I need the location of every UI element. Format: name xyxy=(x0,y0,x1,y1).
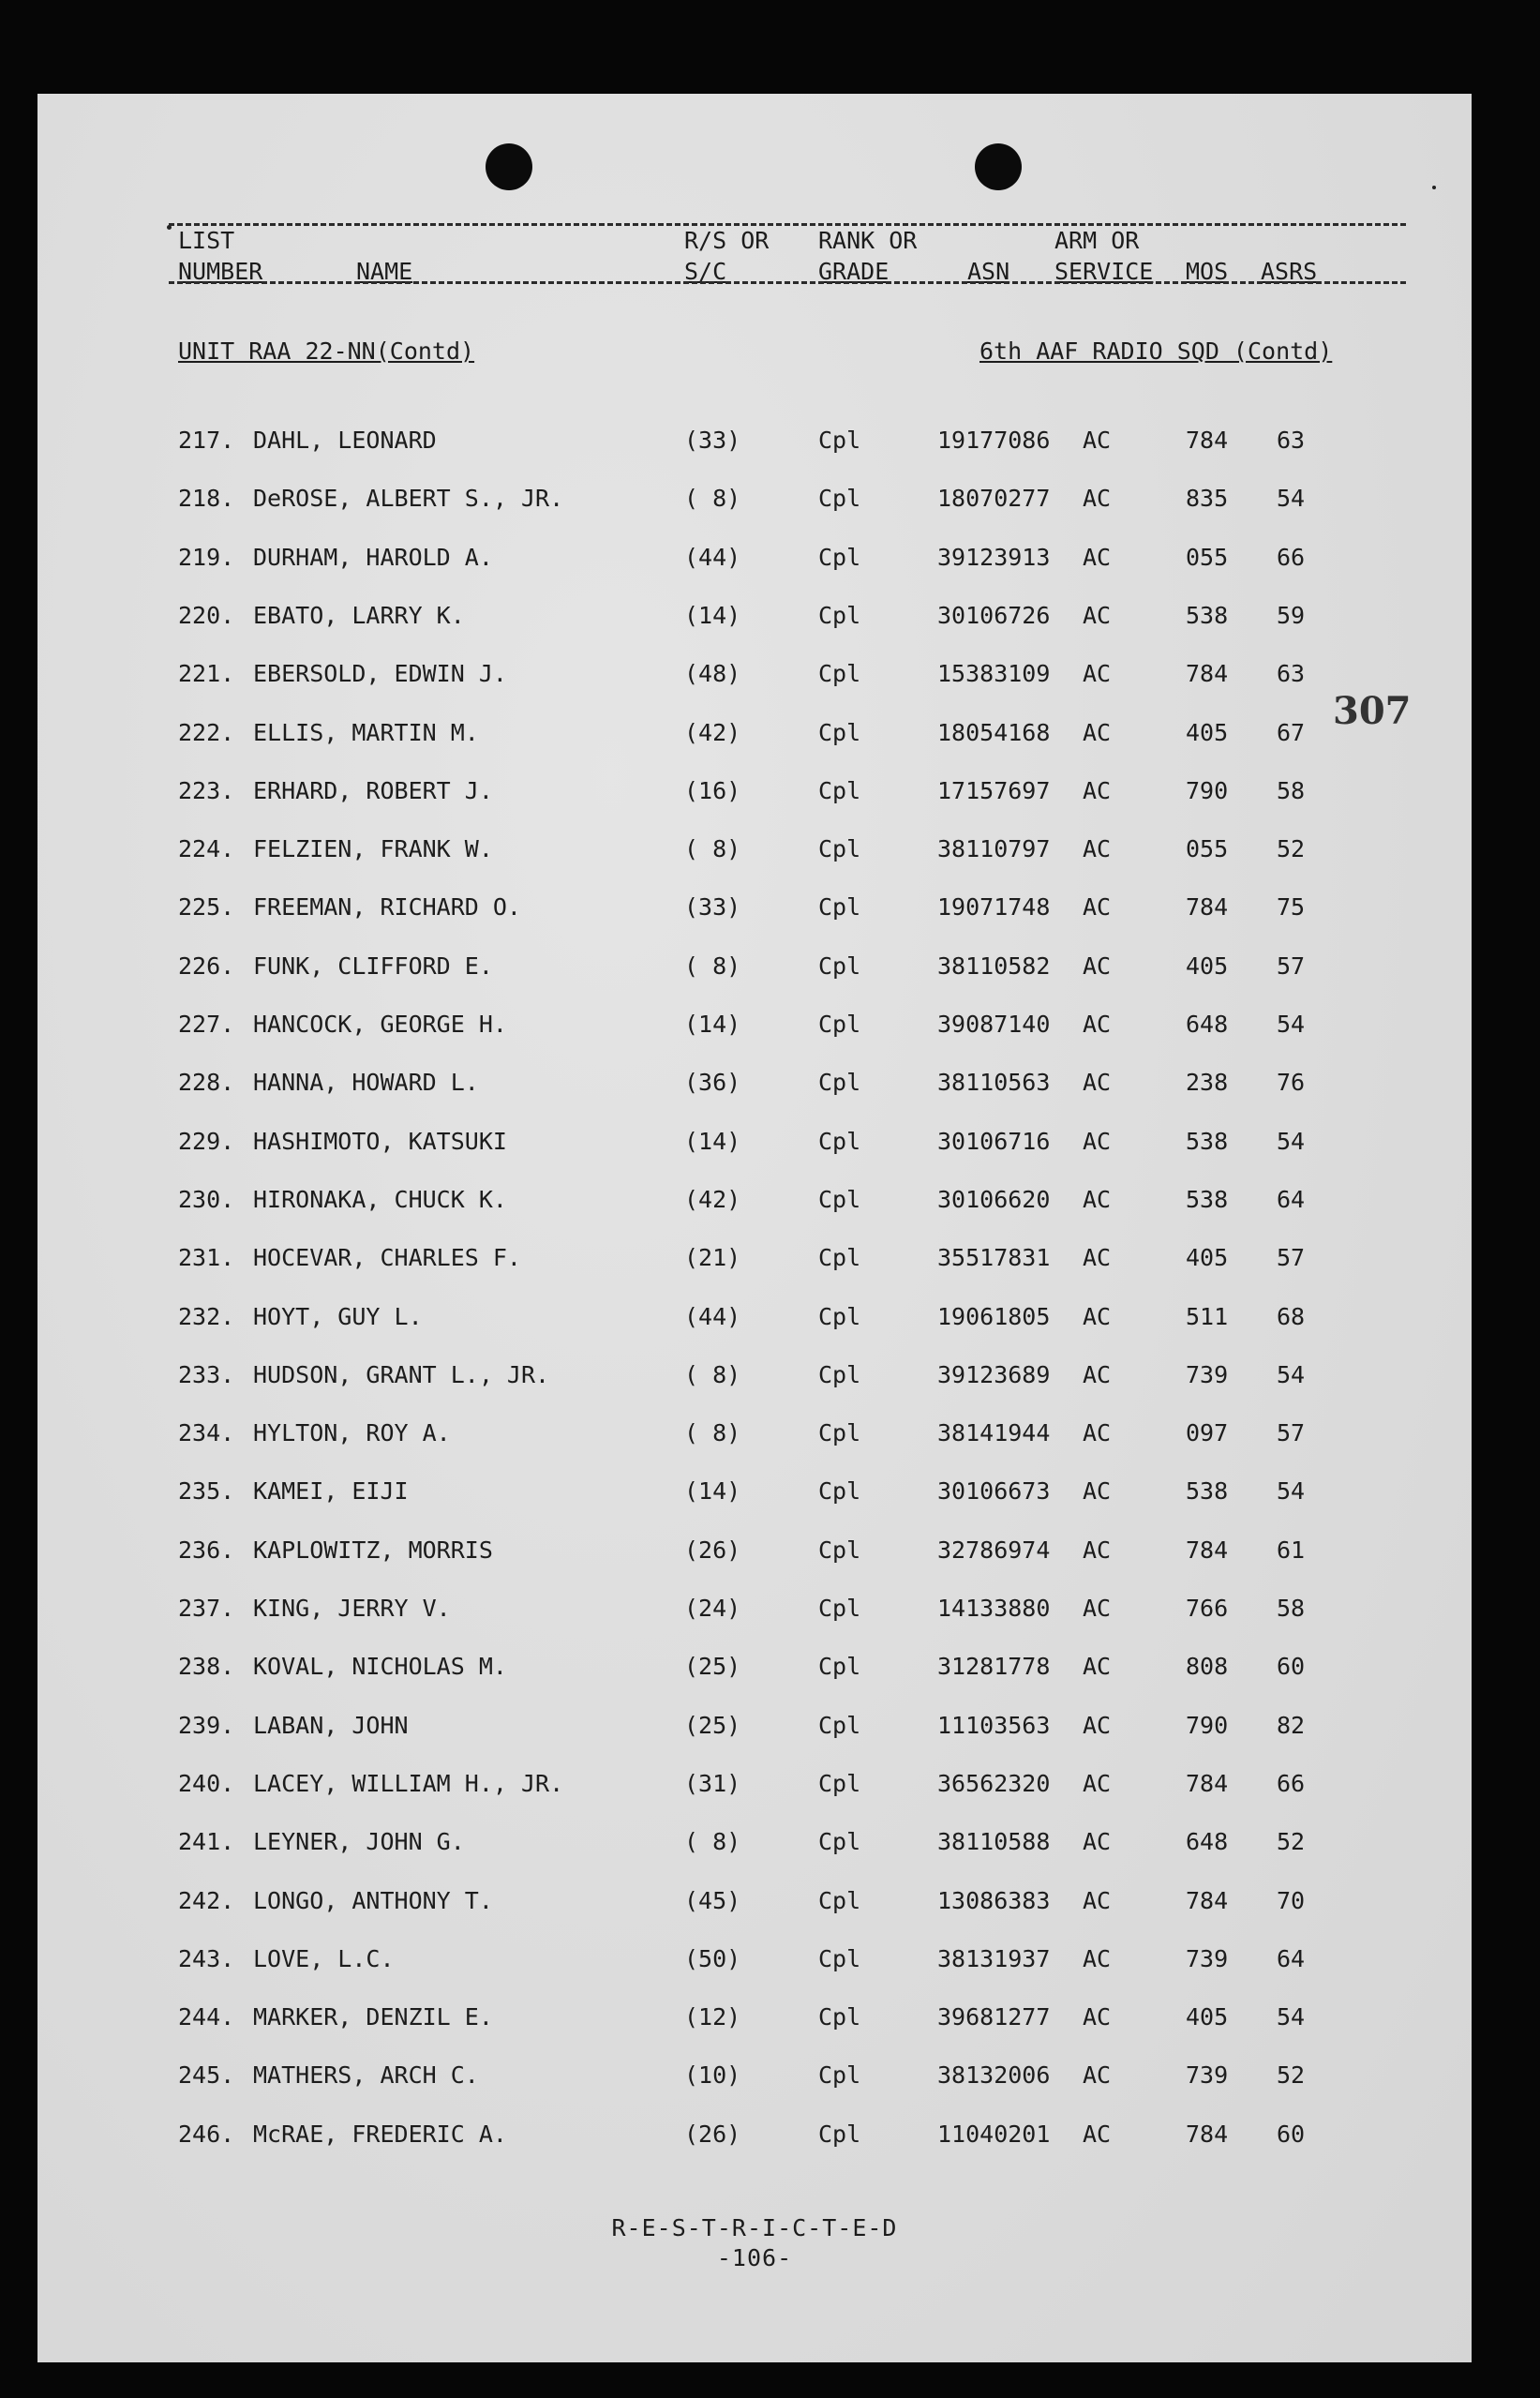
rs-sc: (33) xyxy=(684,427,741,454)
asrs: 75 xyxy=(1277,893,1306,921)
rank-grade: Cpl xyxy=(818,427,861,454)
arm-service: AC xyxy=(1083,1303,1112,1330)
rs-sc: ( 8) xyxy=(684,1419,741,1446)
mos: 055 xyxy=(1186,835,1229,862)
header-rank-or: RANK OR xyxy=(818,227,918,254)
asn: 11103563 xyxy=(937,1712,1051,1739)
rs-sc: (48) xyxy=(684,660,741,687)
mos: 538 xyxy=(1186,1128,1229,1155)
table-row xyxy=(37,602,1472,639)
header-list: LIST xyxy=(178,227,235,254)
rs-sc: (12) xyxy=(684,2003,741,2031)
asn: 17157697 xyxy=(937,777,1051,804)
asn: 19177086 xyxy=(937,427,1051,454)
mos: 405 xyxy=(1186,952,1229,980)
table-row xyxy=(37,1186,1472,1223)
asn: 13086383 xyxy=(937,1887,1051,1914)
rs-sc: ( 8) xyxy=(684,1361,741,1388)
arm-service: AC xyxy=(1083,835,1112,862)
table-row xyxy=(37,1828,1472,1866)
mos: 648 xyxy=(1186,1011,1229,1038)
arm-service: AC xyxy=(1083,1887,1112,1914)
member-name: EBERSOLD, EDWIN J. xyxy=(253,660,507,687)
header-rule-top xyxy=(169,223,1406,226)
mos: 097 xyxy=(1186,1419,1229,1446)
asrs: 54 xyxy=(1277,1011,1306,1038)
asrs: 63 xyxy=(1277,660,1306,687)
rs-sc: (21) xyxy=(684,1244,741,1271)
table-row xyxy=(37,719,1472,757)
punch-hole xyxy=(975,143,1022,190)
rank-grade: Cpl xyxy=(818,1595,861,1622)
document-page xyxy=(37,94,1472,2362)
member-name: HOYT, GUY L. xyxy=(253,1303,423,1330)
asrs: 67 xyxy=(1277,719,1306,746)
asn: 32786974 xyxy=(937,1536,1051,1564)
arm-service: AC xyxy=(1083,1477,1112,1505)
table-row xyxy=(37,835,1472,873)
rs-sc: (45) xyxy=(684,1887,741,1914)
member-name: KAPLOWITZ, MORRIS xyxy=(253,1536,493,1564)
list-number: 242. xyxy=(178,1887,235,1914)
mos: 808 xyxy=(1186,1653,1229,1680)
rank-grade: Cpl xyxy=(818,1011,861,1038)
table-row xyxy=(37,544,1472,581)
mos: 784 xyxy=(1186,1887,1229,1914)
asn: 35517831 xyxy=(937,1244,1051,1271)
asn: 38132006 xyxy=(937,2061,1051,2089)
mos: 739 xyxy=(1186,1361,1229,1388)
asn: 38110588 xyxy=(937,1828,1051,1855)
rank-grade: Cpl xyxy=(818,1419,861,1446)
asn: 38110797 xyxy=(937,835,1051,862)
list-number: 230. xyxy=(178,1186,235,1213)
arm-service: AC xyxy=(1083,1069,1112,1096)
member-name: HOCEVAR, CHARLES F. xyxy=(253,1244,521,1271)
member-name: FELZIEN, FRANK W. xyxy=(253,835,493,862)
rs-sc: (24) xyxy=(684,1595,741,1622)
arm-service: AC xyxy=(1083,427,1112,454)
page-stamp-number: 307 xyxy=(1333,689,1412,733)
asn: 36562320 xyxy=(937,1770,1051,1797)
asn: 31281778 xyxy=(937,1653,1051,1680)
member-name: FUNK, CLIFFORD E. xyxy=(253,952,493,980)
rank-grade: Cpl xyxy=(818,835,861,862)
mos: 766 xyxy=(1186,1595,1229,1622)
table-row xyxy=(37,1595,1472,1632)
rank-grade: Cpl xyxy=(818,1536,861,1564)
rank-grade: Cpl xyxy=(818,602,861,629)
list-number: 238. xyxy=(178,1653,235,1680)
arm-service: AC xyxy=(1083,777,1112,804)
table-row xyxy=(37,1477,1472,1515)
asrs: 60 xyxy=(1277,1653,1306,1680)
member-name: KOVAL, NICHOLAS M. xyxy=(253,1653,507,1680)
table-row xyxy=(37,777,1472,815)
arm-service: AC xyxy=(1083,485,1112,512)
asrs: 54 xyxy=(1277,485,1306,512)
asn: 39123689 xyxy=(937,1361,1051,1388)
rs-sc: (14) xyxy=(684,1477,741,1505)
member-name: EBATO, LARRY K. xyxy=(253,602,465,629)
list-number: 229. xyxy=(178,1128,235,1155)
arm-service: AC xyxy=(1083,1186,1112,1213)
table-row xyxy=(37,1945,1472,1983)
table-row xyxy=(37,952,1472,990)
mos: 784 xyxy=(1186,1536,1229,1564)
rs-sc: (31) xyxy=(684,1770,741,1797)
rank-grade: Cpl xyxy=(818,1069,861,1096)
rank-grade: Cpl xyxy=(818,2061,861,2089)
list-number: 219. xyxy=(178,544,235,571)
asrs: 59 xyxy=(1277,602,1306,629)
arm-service: AC xyxy=(1083,1653,1112,1680)
arm-service: AC xyxy=(1083,952,1112,980)
asn: 38110563 xyxy=(937,1069,1051,1096)
mos: 648 xyxy=(1186,1828,1229,1855)
asrs: 66 xyxy=(1277,544,1306,571)
rank-grade: Cpl xyxy=(818,544,861,571)
member-name: DAHL, LEONARD xyxy=(253,427,437,454)
asrs: 64 xyxy=(1277,1945,1306,1972)
rs-sc: (44) xyxy=(684,1303,741,1330)
arm-service: AC xyxy=(1083,1244,1112,1271)
asrs: 64 xyxy=(1277,1186,1306,1213)
speck xyxy=(1432,186,1436,189)
rank-grade: Cpl xyxy=(818,1186,861,1213)
rs-sc: ( 8) xyxy=(684,1828,741,1855)
rank-grade: Cpl xyxy=(818,893,861,921)
asrs: 52 xyxy=(1277,835,1306,862)
mos: 511 xyxy=(1186,1303,1229,1330)
list-number: 222. xyxy=(178,719,235,746)
rank-grade: Cpl xyxy=(818,1477,861,1505)
rs-sc: ( 8) xyxy=(684,952,741,980)
table-row xyxy=(37,1770,1472,1807)
mos: 538 xyxy=(1186,602,1229,629)
rank-grade: Cpl xyxy=(818,777,861,804)
mos: 784 xyxy=(1186,427,1229,454)
arm-service: AC xyxy=(1083,1770,1112,1797)
asrs: 52 xyxy=(1277,1828,1306,1855)
mos: 739 xyxy=(1186,1945,1229,1972)
asn: 39123913 xyxy=(937,544,1051,571)
list-number: 240. xyxy=(178,1770,235,1797)
mos: 784 xyxy=(1186,660,1229,687)
rank-grade: Cpl xyxy=(818,1828,861,1855)
list-number: 244. xyxy=(178,2003,235,2031)
asrs: 58 xyxy=(1277,1595,1306,1622)
asn: 38141944 xyxy=(937,1419,1051,1446)
rs-sc: (33) xyxy=(684,893,741,921)
arm-service: AC xyxy=(1083,1595,1112,1622)
header-grade: GRADE xyxy=(818,258,890,285)
list-number: 225. xyxy=(178,893,235,921)
table-row xyxy=(37,1011,1472,1048)
arm-service: AC xyxy=(1083,1712,1112,1739)
asrs: 70 xyxy=(1277,1887,1306,1914)
table-row xyxy=(37,893,1472,931)
rank-grade: Cpl xyxy=(818,485,861,512)
arm-service: AC xyxy=(1083,1011,1112,1038)
asn: 30106620 xyxy=(937,1186,1051,1213)
asrs: 68 xyxy=(1277,1303,1306,1330)
header-service: SERVICE xyxy=(1054,258,1154,285)
rank-grade: Cpl xyxy=(818,2121,861,2148)
rs-sc: (25) xyxy=(684,1653,741,1680)
asn: 30106726 xyxy=(937,602,1051,629)
arm-service: AC xyxy=(1083,1536,1112,1564)
list-number: 239. xyxy=(178,1712,235,1739)
member-name: HANNA, HOWARD L. xyxy=(253,1069,479,1096)
member-name: MARKER, DENZIL E. xyxy=(253,2003,493,2031)
header-sc: S/C xyxy=(684,258,727,285)
classification-marking: R-E-S-T-R-I-C-T-E-D xyxy=(611,2214,898,2241)
arm-service: AC xyxy=(1083,2121,1112,2148)
asn: 39087140 xyxy=(937,1011,1051,1038)
arm-service: AC xyxy=(1083,2003,1112,2031)
rank-grade: Cpl xyxy=(818,1244,861,1271)
rank-grade: Cpl xyxy=(818,660,861,687)
rs-sc: (14) xyxy=(684,1011,741,1038)
mos: 538 xyxy=(1186,1477,1229,1505)
arm-service: AC xyxy=(1083,602,1112,629)
table-row xyxy=(37,1712,1472,1749)
asn: 14133880 xyxy=(937,1595,1051,1622)
member-name: DURHAM, HAROLD A. xyxy=(253,544,493,571)
table-row xyxy=(37,1303,1472,1341)
asrs: 54 xyxy=(1277,1361,1306,1388)
rank-grade: Cpl xyxy=(818,1712,861,1739)
asrs: 52 xyxy=(1277,2061,1306,2089)
asn: 19061805 xyxy=(937,1303,1051,1330)
rs-sc: (16) xyxy=(684,777,741,804)
asn: 15383109 xyxy=(937,660,1051,687)
rs-sc: (25) xyxy=(684,1712,741,1739)
rs-sc: (36) xyxy=(684,1069,741,1096)
rank-grade: Cpl xyxy=(818,1945,861,1972)
list-number: 232. xyxy=(178,1303,235,1330)
arm-service: AC xyxy=(1083,1945,1112,1972)
list-number: 235. xyxy=(178,1477,235,1505)
list-number: 221. xyxy=(178,660,235,687)
table-row xyxy=(37,1244,1472,1281)
member-name: HIRONAKA, CHUCK K. xyxy=(253,1186,507,1213)
unit-label: UNIT RAA 22-NN(Contd) xyxy=(178,337,475,365)
member-name: HASHIMOTO, KATSUKI xyxy=(253,1128,507,1155)
asn: 38131937 xyxy=(937,1945,1051,1972)
list-number: 231. xyxy=(178,1244,235,1271)
rs-sc: (10) xyxy=(684,2061,741,2089)
mos: 790 xyxy=(1186,777,1229,804)
rs-sc: (26) xyxy=(684,1536,741,1564)
asrs: 57 xyxy=(1277,1244,1306,1271)
asrs: 60 xyxy=(1277,2121,1306,2148)
arm-service: AC xyxy=(1083,544,1112,571)
mos: 405 xyxy=(1186,719,1229,746)
table-row xyxy=(37,1887,1472,1925)
member-name: ERHARD, ROBERT J. xyxy=(253,777,493,804)
member-name: KAMEI, EIJI xyxy=(253,1477,409,1505)
member-name: LEYNER, JOHN G. xyxy=(253,1828,465,1855)
arm-service: AC xyxy=(1083,1361,1112,1388)
mos: 784 xyxy=(1186,2121,1229,2148)
asn: 39681277 xyxy=(937,2003,1051,2031)
rs-sc: (42) xyxy=(684,719,741,746)
mos: 238 xyxy=(1186,1069,1229,1096)
table-row xyxy=(37,2121,1472,2158)
arm-service: AC xyxy=(1083,1128,1112,1155)
arm-service: AC xyxy=(1083,2061,1112,2089)
table-row xyxy=(37,1361,1472,1399)
list-number: 237. xyxy=(178,1595,235,1622)
member-name: HUDSON, GRANT L., JR. xyxy=(253,1361,550,1388)
member-name: LABAN, JOHN xyxy=(253,1712,409,1739)
arm-service: AC xyxy=(1083,1419,1112,1446)
asn: 18070277 xyxy=(937,485,1051,512)
list-number: 227. xyxy=(178,1011,235,1038)
list-number: 228. xyxy=(178,1069,235,1096)
list-number: 241. xyxy=(178,1828,235,1855)
mos: 739 xyxy=(1186,2061,1229,2089)
rank-grade: Cpl xyxy=(818,1770,861,1797)
mos: 784 xyxy=(1186,893,1229,921)
asrs: 61 xyxy=(1277,1536,1306,1564)
rs-sc: (50) xyxy=(684,1945,741,1972)
asrs: 63 xyxy=(1277,427,1306,454)
mos: 405 xyxy=(1186,1244,1229,1271)
header-rs-or: R/S OR xyxy=(684,227,770,254)
asrs: 54 xyxy=(1277,1128,1306,1155)
asrs: 54 xyxy=(1277,1477,1306,1505)
table-row xyxy=(37,485,1472,522)
rank-grade: Cpl xyxy=(818,1887,861,1914)
rank-grade: Cpl xyxy=(818,952,861,980)
squadron-label: 6th AAF RADIO SQD (Contd) xyxy=(979,337,1333,365)
mos: 055 xyxy=(1186,544,1229,571)
page-number: -106- xyxy=(716,2244,793,2271)
asn: 19071748 xyxy=(937,893,1051,921)
list-number: 223. xyxy=(178,777,235,804)
member-name: DeROSE, ALBERT S., JR. xyxy=(253,485,564,512)
member-name: KING, JERRY V. xyxy=(253,1595,451,1622)
rank-grade: Cpl xyxy=(818,2003,861,2031)
rank-grade: Cpl xyxy=(818,1303,861,1330)
rs-sc: (26) xyxy=(684,2121,741,2148)
mos: 835 xyxy=(1186,485,1229,512)
header-asn: ASN xyxy=(967,258,1010,285)
table-row xyxy=(37,1069,1472,1106)
asrs: 82 xyxy=(1277,1712,1306,1739)
table-row xyxy=(37,1536,1472,1574)
mos: 784 xyxy=(1186,1770,1229,1797)
list-number: 233. xyxy=(178,1361,235,1388)
rs-sc: ( 8) xyxy=(684,485,741,512)
asn: 30106716 xyxy=(937,1128,1051,1155)
asn: 11040201 xyxy=(937,2121,1051,2148)
table-row xyxy=(37,2003,1472,2041)
member-name: LONGO, ANTHONY T. xyxy=(253,1887,493,1914)
list-number: 218. xyxy=(178,485,235,512)
header-mos: MOS xyxy=(1186,258,1229,285)
header-number: NUMBER xyxy=(178,258,263,285)
arm-service: AC xyxy=(1083,719,1112,746)
rs-sc: (42) xyxy=(684,1186,741,1213)
list-number: 217. xyxy=(178,427,235,454)
rank-grade: Cpl xyxy=(818,1361,861,1388)
table-row xyxy=(37,1419,1472,1457)
arm-service: AC xyxy=(1083,1828,1112,1855)
list-number: 224. xyxy=(178,835,235,862)
mos: 790 xyxy=(1186,1712,1229,1739)
asrs: 54 xyxy=(1277,2003,1306,2031)
list-number: 236. xyxy=(178,1536,235,1564)
mos: 538 xyxy=(1186,1186,1229,1213)
member-name: MATHERS, ARCH C. xyxy=(253,2061,479,2089)
header-asrs: ASRS xyxy=(1261,258,1318,285)
member-name: ELLIS, MARTIN M. xyxy=(253,719,479,746)
asrs: 57 xyxy=(1277,1419,1306,1446)
rs-sc: (14) xyxy=(684,1128,741,1155)
header-rule-bottom xyxy=(169,281,1406,284)
member-name: HANCOCK, GEORGE H. xyxy=(253,1011,507,1038)
list-number: 220. xyxy=(178,602,235,629)
rs-sc: ( 8) xyxy=(684,835,741,862)
rs-sc: (14) xyxy=(684,602,741,629)
arm-service: AC xyxy=(1083,660,1112,687)
rank-grade: Cpl xyxy=(818,1653,861,1680)
header-arm-or: ARM OR xyxy=(1054,227,1140,254)
list-number: 234. xyxy=(178,1419,235,1446)
punch-hole xyxy=(486,143,532,190)
header-name: NAME xyxy=(356,258,413,285)
rank-grade: Cpl xyxy=(818,1128,861,1155)
asn: 38110582 xyxy=(937,952,1051,980)
member-name: HYLTON, ROY A. xyxy=(253,1419,451,1446)
list-number: 243. xyxy=(178,1945,235,1972)
asrs: 58 xyxy=(1277,777,1306,804)
asrs: 66 xyxy=(1277,1770,1306,1797)
asrs: 76 xyxy=(1277,1069,1306,1096)
asn: 30106673 xyxy=(937,1477,1051,1505)
table-row xyxy=(37,1128,1472,1165)
asrs: 57 xyxy=(1277,952,1306,980)
table-row xyxy=(37,1653,1472,1690)
list-number: 245. xyxy=(178,2061,235,2089)
asn: 18054168 xyxy=(937,719,1051,746)
member-name: LACEY, WILLIAM H., JR. xyxy=(253,1770,564,1797)
member-name: McRAE, FREDERIC A. xyxy=(253,2121,507,2148)
list-number: 226. xyxy=(178,952,235,980)
table-row xyxy=(37,427,1472,464)
table-row xyxy=(37,660,1472,697)
rank-grade: Cpl xyxy=(818,719,861,746)
member-name: LOVE, L.C. xyxy=(253,1945,395,1972)
member-name: FREEMAN, RICHARD O. xyxy=(253,893,521,921)
list-number: 246. xyxy=(178,2121,235,2148)
mos: 405 xyxy=(1186,2003,1229,2031)
rs-sc: (44) xyxy=(684,544,741,571)
arm-service: AC xyxy=(1083,893,1112,921)
table-row xyxy=(37,2061,1472,2099)
